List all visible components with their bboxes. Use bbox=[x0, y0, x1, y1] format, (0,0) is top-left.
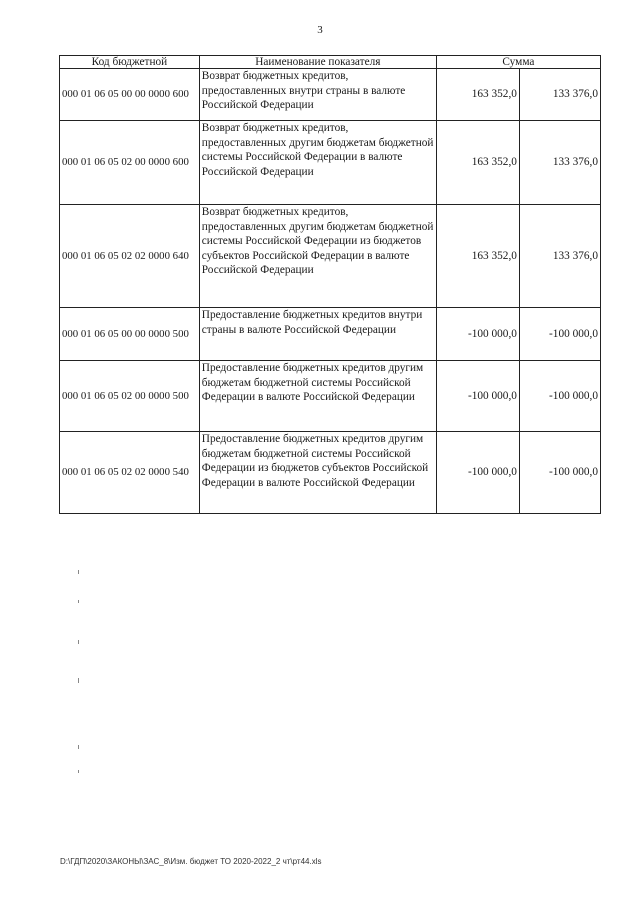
scan-speck bbox=[78, 640, 79, 644]
scan-speck bbox=[78, 678, 79, 683]
header-amount: Сумма bbox=[436, 56, 600, 69]
scan-speck bbox=[78, 770, 79, 773]
row-code: 000 01 06 05 00 00 0000 600 bbox=[60, 69, 200, 121]
row-amount-2: -100 000,0 bbox=[519, 432, 600, 514]
row-amount-1: 163 352,0 bbox=[436, 69, 519, 121]
row-amount-2: -100 000,0 bbox=[519, 361, 600, 432]
row-name: Предоставление бюджетных кредитов внутри страны в валюте Российской Федерации bbox=[199, 308, 436, 361]
row-name: Предоставление бюджетных кредитов другим бюджетам бюджетной системы Российской Федерации из бюджетов субъектов Российской Федерации в валюте Российской Федерации bbox=[199, 432, 436, 514]
row-code: 000 01 06 05 02 00 0000 600 bbox=[60, 121, 200, 205]
row-amount-1: 163 352,0 bbox=[436, 205, 519, 308]
row-amount-2: 133 376,0 bbox=[519, 205, 600, 308]
row-amount-1: -100 000,0 bbox=[436, 432, 519, 514]
row-amount-2: 133 376,0 bbox=[519, 69, 600, 121]
table-row bbox=[60, 205, 601, 308]
row-amount-1: 163 352,0 bbox=[436, 121, 519, 205]
table-row bbox=[60, 432, 601, 514]
page-number: 3 bbox=[317, 24, 323, 36]
row-code: 000 01 06 05 02 02 0000 640 bbox=[60, 205, 200, 308]
row-amount-1: -100 000,0 bbox=[436, 308, 519, 361]
row-name: Возврат бюджетных кредитов, предоставленных другим бюджетам бюджетной системы Российской Федерации в валюте Российской Федерации bbox=[199, 121, 436, 205]
footer-file-path: D:\ГДП\2020\ЗАКОНЫ\ЗАС_8\Изм. бюджет ТО 2020-2022_2 чт\рт44.xls bbox=[60, 857, 322, 866]
table-row bbox=[60, 121, 601, 205]
scan-speck bbox=[78, 570, 79, 574]
row-code: 000 01 06 05 02 00 0000 500 bbox=[60, 361, 200, 432]
table-header-row bbox=[60, 56, 601, 69]
row-name: Возврат бюджетных кредитов, предоставленных другим бюджетам бюджетной системы Российской Федерации из бюджетов субъектов Российской Федерации в валюте Российской Федерации bbox=[199, 205, 436, 308]
table-row bbox=[60, 69, 601, 121]
row-name: Предоставление бюджетных кредитов другим бюджетам бюджетной системы Российской Федерации в валюте Российской Федерации bbox=[199, 361, 436, 432]
table-row bbox=[60, 308, 601, 361]
budget-table bbox=[59, 55, 601, 514]
row-name: Возврат бюджетных кредитов, предоставленных внутри страны в валюте Российской Федерации bbox=[199, 69, 436, 121]
table-row bbox=[60, 361, 601, 432]
header-name: Наименование показателя bbox=[199, 56, 436, 69]
row-code: 000 01 06 05 00 00 0000 500 bbox=[60, 308, 200, 361]
header-code: Код бюджетной bbox=[60, 56, 200, 69]
row-code: 000 01 06 05 02 02 0000 540 bbox=[60, 432, 200, 514]
row-amount-2: -100 000,0 bbox=[519, 308, 600, 361]
row-amount-1: -100 000,0 bbox=[436, 361, 519, 432]
row-amount-2: 133 376,0 bbox=[519, 121, 600, 205]
scan-speck bbox=[78, 600, 79, 603]
scan-speck bbox=[78, 745, 79, 749]
